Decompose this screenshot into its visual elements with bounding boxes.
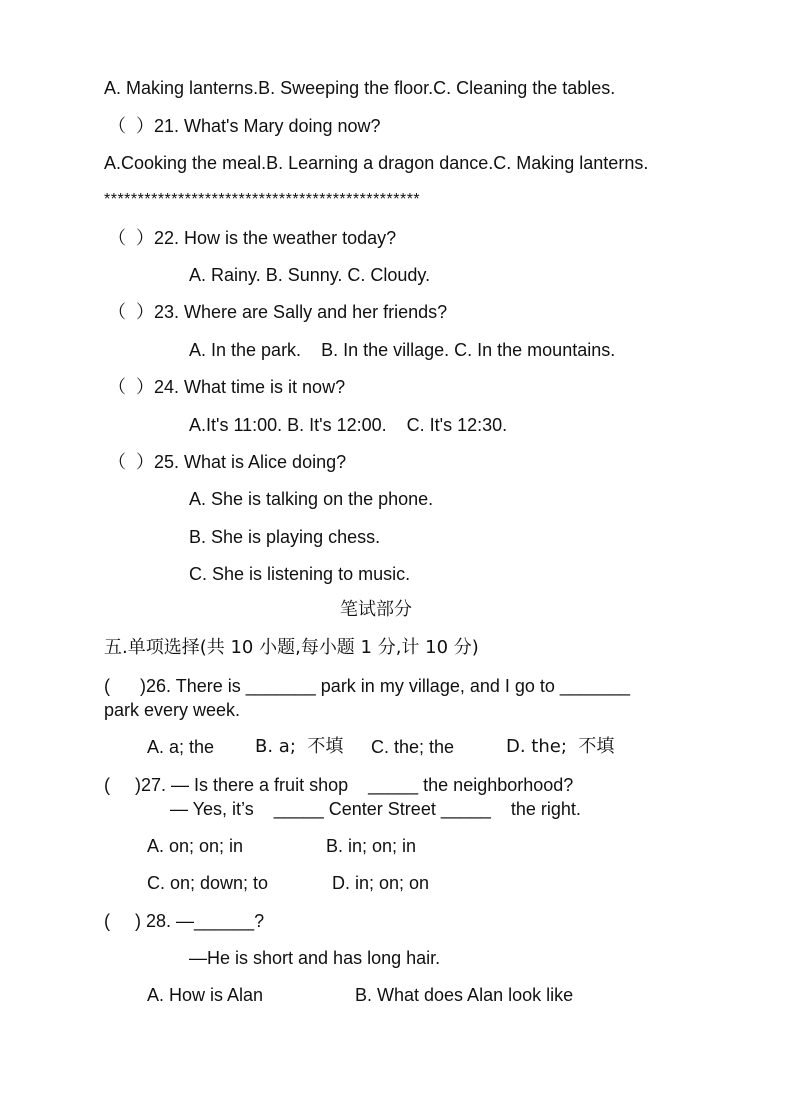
q26-option-a: A. a; the <box>147 737 215 757</box>
q22-question: （ ）22. How is the weather today? <box>108 228 397 248</box>
q22-options: A. Rainy. B. Sunny. C. Cloudy. <box>189 265 431 285</box>
written-part-title: 笔试部分 <box>340 599 412 620</box>
q23-options: A. In the park. B. In the village. C. In the mountains. <box>189 340 616 360</box>
q28-line1: ( ) 28. —______? <box>104 911 265 931</box>
q25-option-a: A. She is talking on the phone. <box>189 489 434 509</box>
q27-option-d: D. in; on; on <box>332 873 430 893</box>
q27-line2: — Yes, it’s _____ Center Street _____ the right. <box>170 799 581 819</box>
q27-option-b: B. in; on; in <box>326 836 417 856</box>
q27-line1: ( )27. — Is there a fruit shop _____ the neighborhood? <box>104 775 574 795</box>
q24-question: （ ）24. What time is it now? <box>108 377 346 397</box>
section5-title: 五.单项选择(共 10 小题,每小题 1 分,计 10 分) <box>104 637 479 658</box>
q26-line2: park every week. <box>104 700 241 720</box>
q25-option-b: B. She is playing chess. <box>189 527 381 547</box>
q21-question: （ ）21. What's Mary doing now? <box>108 116 381 136</box>
q23-question: （ ）23. Where are Sally and her friends? <box>108 302 448 322</box>
q27-option-a: A. on; on; in <box>147 836 244 856</box>
q28-option-b: B. What does Alan look like <box>355 985 574 1005</box>
q26-option-d: D. the; 不填 <box>506 736 615 757</box>
q25-question: （ ）25. What is Alice doing? <box>108 452 347 472</box>
q27-option-c: C. on; down; to <box>147 873 269 893</box>
q26-line1: ( )26. There is _______ park in my village, and I go to _______ <box>104 676 630 696</box>
q26-option-c: C. the; the <box>371 737 455 757</box>
q21-options: A.Cooking the meal.B. Learning a dragon dance.C. Making lanterns. <box>104 153 649 173</box>
q28-line2: —He is short and has long hair. <box>189 948 441 968</box>
separator-line: *********************************************** <box>104 191 421 208</box>
q20-options: A. Making lanterns.B. Sweeping the floor.C. Cleaning the tables. <box>104 78 616 98</box>
q25-option-c: C. She is listening to music. <box>189 564 411 584</box>
q28-option-a: A. How is Alan <box>147 985 264 1005</box>
q26-option-b: B. a; 不填 <box>255 736 344 757</box>
q24-options: A.It's 11:00. B. It's 12:00. C. It's 12:30. <box>189 415 508 435</box>
